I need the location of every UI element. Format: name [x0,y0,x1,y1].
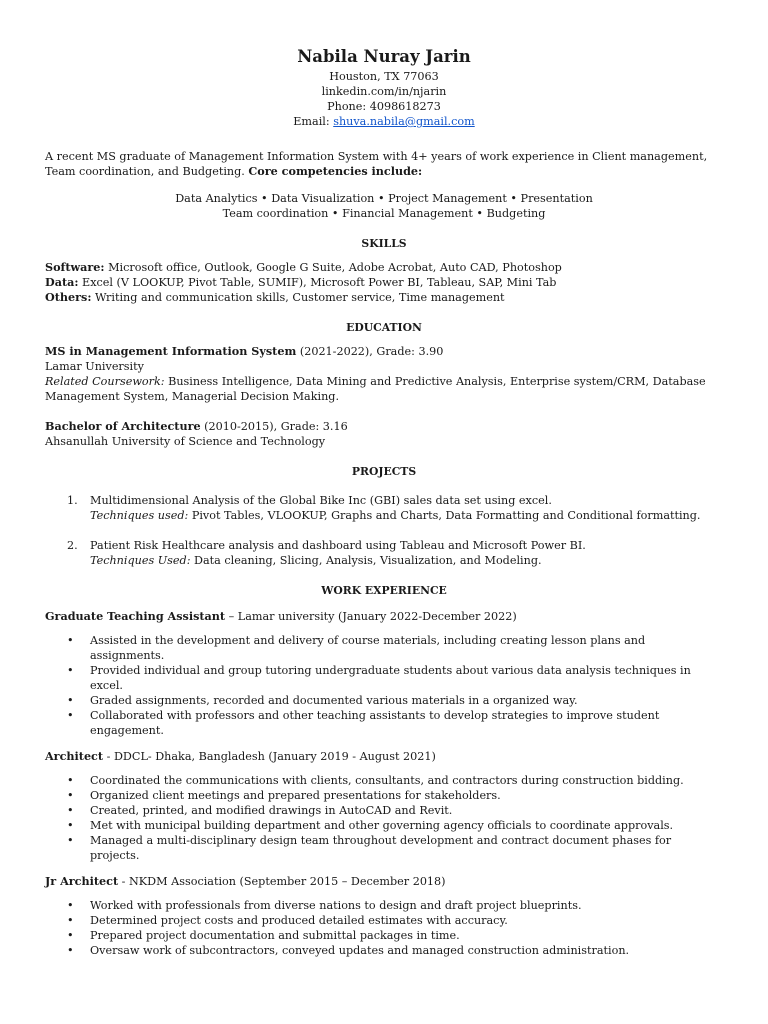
summary [45,149,723,179]
others-label: Others: [45,290,92,304]
ba-details: (2010-2015), Grade: 3.16 [200,420,348,433]
coursework [45,374,723,404]
bullet-icon: • [67,664,74,677]
software-label: Software: [45,260,105,274]
techniques-value: Data cleaning, Slicing, Analysis, Visualization, and Modeling. [190,554,542,567]
candidate-name: Nabila Nuray Jarin [297,47,471,66]
contact-block [45,69,723,129]
bullet-icon: • [67,804,74,817]
education-heading: EDUCATION [346,321,422,334]
job-bullets [45,898,723,958]
competencies-line-1: Data Analytics • Data Visualization • Project Management • Presentation [175,192,593,205]
job-title-line [45,874,723,889]
data-label: Data: [45,275,79,289]
resume-header [45,46,723,129]
bullet-icon: • [67,709,74,722]
bullet-icon: • [67,789,74,802]
techniques-label: Techniques used: [90,509,189,522]
list-item [45,633,723,663]
projects-list [45,493,723,568]
bullet-text: Met with municipal building department and other governing agency officials to coordinate approvals. [90,819,674,832]
work-section [45,609,723,958]
summary-bold: Core competencies include: [248,164,423,178]
email-line [45,114,723,129]
list-item [45,913,723,928]
list-item [45,663,723,693]
skills-heading: SKILLS [361,237,407,250]
bullet-icon: • [67,944,74,957]
job-role: Jr Architect [45,874,119,888]
ba-school: Ahsanullah University of Science and Technology [45,435,326,448]
bullet-text: Assisted in the development and delivery of course materials, including creating lesson plans and assignments. [90,634,646,662]
bullet-text: Worked with professionals from diverse nations to design and draft project blueprints. [90,899,582,912]
bullet-icon: • [67,819,74,832]
phone: Phone: 4098618273 [327,100,441,113]
bullet-text: Oversaw work of subcontractors, conveyed updates and managed construction administration. [90,944,630,957]
bullet-text: Managed a multi-disciplinary design team throughout development and contract document phases for projects. [90,834,672,862]
ms-degree: MS in Management Information System [45,344,297,358]
list-item [45,693,723,708]
list-item [45,898,723,913]
coursework-value: Business Intelligence, Data Mining and Predictive Analysis, Enterprise system/CRM, Database Management System, Managerial Decision Making. [45,375,706,403]
skills-software [45,260,723,275]
work-heading: WORK EXPERIENCE [321,584,447,597]
core-competencies [45,191,723,221]
techniques-value: Pivot Tables, VLOOKUP, Graphs and Charts, Data Formatting and Conditional formatting. [188,509,701,522]
bullet-text: Created, printed, and modified drawings in AutoCAD and Revit. [90,804,453,817]
bullet-icon: • [67,914,74,927]
project-number: 2. [67,539,78,552]
bullet-icon: • [67,834,74,847]
bullet-text: Organized client meetings and prepared presentations for stakeholders. [90,789,501,802]
skills-others [45,290,723,305]
ms-details: (2021-2022), Grade: 3.90 [296,345,444,358]
list-item [45,928,723,943]
bullet-icon: • [67,634,74,647]
project-description: Multidimensional Analysis of the Global Bike Inc (GBI) sales data set using excel. [90,494,552,507]
list-item [45,818,723,833]
data-value: Excel (V LOOKUP, Pivot Table, SUMIF), Microsoft Power BI, Tableau, SAP, Mini Tab [78,276,557,289]
techniques-label: Techniques Used: [90,554,191,567]
education-gap [45,404,723,419]
bullet-icon: • [67,929,74,942]
ba-degree: Bachelor of Architecture [45,419,201,433]
skills-section [45,260,723,305]
project-item [45,493,723,523]
bullet-text: Collaborated with professors and other teaching assistants to develop strategies to improve student engagement. [90,709,660,737]
project-description: Patient Risk Healthcare analysis and dashboard using Tableau and Microsoft Power BI. [90,539,586,552]
bullet-text: Graded assignments, recorded and documented various materials in a organized way. [90,694,578,707]
job-org: - DDCL- Dhaka, Bangladesh (January 2019 - August 2021) [103,750,436,763]
projects-heading: PROJECTS [351,465,417,478]
project-number: 1. [67,494,78,507]
ms-degree-line [45,344,723,359]
email-label: Email: [293,115,334,128]
list-item [45,773,723,788]
job-org: - NKDM Association (September 2015 – December 2018) [118,875,446,888]
software-value: Microsoft office, Outlook, Google G Suite, Adobe Acrobat, Auto CAD, Photoshop [104,261,562,274]
job-bullets [45,773,723,863]
list-item [45,943,723,958]
bullet-text: Provided individual and group tutoring undergraduate students about various data analysis techniques in excel. [90,664,691,692]
job-role: Architect [45,749,104,763]
bullet-text: Determined project costs and produced detailed estimates with accuracy. [90,914,508,927]
job-title-line [45,749,723,764]
project-techniques [90,553,723,568]
competencies-line-2: Team coordination • Financial Management • Budgeting [222,207,546,220]
job-title-line [45,609,723,624]
list-item [45,788,723,803]
bullet-text: Prepared project documentation and submittal packages in time. [90,929,460,942]
coursework-label: Related Coursework: [45,375,165,388]
skills-data [45,275,723,290]
ms-school: Lamar University [45,360,144,373]
list-item [45,803,723,818]
list-item [45,833,723,863]
linkedin: linkedin.com/in/njarin [321,85,447,98]
education-section [45,344,723,449]
job-role: Graduate Teaching Assistant [45,609,226,623]
job-org: – Lamar university (January 2022-December 2022) [225,610,517,623]
job-bullets [45,633,723,738]
list-item [45,708,723,738]
bullet-icon: • [67,899,74,912]
project-techniques [90,508,723,523]
bullet-icon: • [67,694,74,707]
project-item [45,538,723,568]
bullet-text: Coordinated the communications with clients, consultants, and contractors during construction bidding. [90,774,684,787]
resume-page [45,46,723,969]
summary-text: A recent MS graduate of Management Information System with 4+ years of work experience in Client management, Team coordination, and Budgeting. [45,150,708,178]
email-link[interactable]: shuva.nabila@gmail.com [333,115,475,128]
location: Houston, TX 77063 [329,70,439,83]
ba-degree-line [45,419,723,434]
others-value: Writing and communication skills, Customer service, Time management [91,291,505,304]
bullet-icon: • [67,774,74,787]
